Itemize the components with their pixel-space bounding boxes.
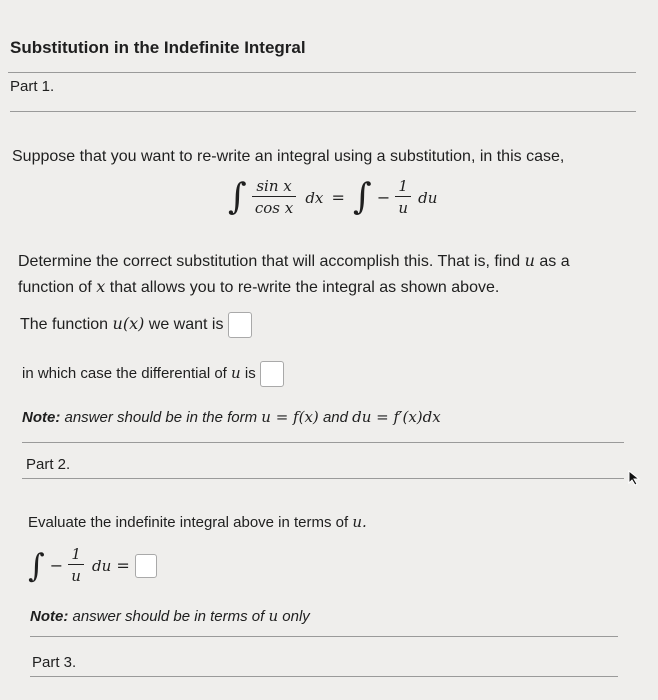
- part3-divider: [30, 676, 618, 677]
- mouse-cursor-icon: [628, 470, 642, 491]
- part2-note: Note: answer should be in terms of u only: [30, 607, 310, 625]
- part2-equation: [28, 544, 157, 594]
- part2-numerator: 1: [68, 544, 84, 565]
- lhs-denominator: cos x: [254, 199, 294, 217]
- part2-equals: =: [116, 556, 130, 575]
- part3-label: Part 3.: [32, 654, 77, 671]
- part2-label: Part 2.: [26, 456, 71, 473]
- integral-sign-rhs: ∫: [352, 176, 372, 218]
- equals-sign: =: [331, 188, 345, 207]
- integral-equation: [228, 176, 437, 232]
- integral-sign-part2: ∫: [28, 546, 45, 585]
- function-answer-input[interactable]: [228, 312, 252, 338]
- part1-instruction: Determine the correct substitution that will accomplish this. That is, find u as a function of x that allows you to re-write the integral as shown above.: [18, 251, 570, 296]
- part2-top-divider: [22, 442, 624, 443]
- part2-instruction: Evaluate the indefinite integral above in terms of u.: [28, 513, 367, 531]
- lhs-numerator: sin x: [252, 176, 296, 197]
- differential-row: in which case the differential of u is: [22, 361, 284, 387]
- part2-du: du: [92, 556, 112, 575]
- rhs-numerator: 1: [395, 176, 411, 197]
- part2-fraction: [68, 544, 84, 587]
- part1-divider: [10, 111, 636, 112]
- part3-top-divider: [30, 636, 618, 637]
- rhs-denominator: u: [398, 199, 408, 217]
- part1-note: Note: answer should be in the form u = f(x) and du = f′(x)dx: [22, 408, 441, 426]
- part2-denominator: u: [71, 567, 81, 585]
- title-divider: [8, 72, 636, 73]
- lhs-dx: dx: [305, 188, 324, 207]
- part2-minus: −: [49, 556, 64, 575]
- integral-sign: ∫: [228, 176, 247, 218]
- integral-answer-input[interactable]: [135, 554, 157, 578]
- rhs-du: du: [418, 188, 438, 207]
- rhs-minus: −: [376, 188, 391, 207]
- page-title: Substitution in the Indefinite Integral: [10, 38, 306, 57]
- part1-label: Part 1.: [10, 78, 55, 95]
- differential-answer-input[interactable]: [260, 361, 284, 387]
- part1-intro: Suppose that you want to re-write an integral using a substitution, in this case,: [12, 148, 565, 165]
- part2-divider: [22, 478, 624, 479]
- lhs-fraction: [252, 176, 296, 219]
- rhs-fraction: [395, 176, 411, 219]
- function-row: The function u(x) we want is: [20, 311, 252, 338]
